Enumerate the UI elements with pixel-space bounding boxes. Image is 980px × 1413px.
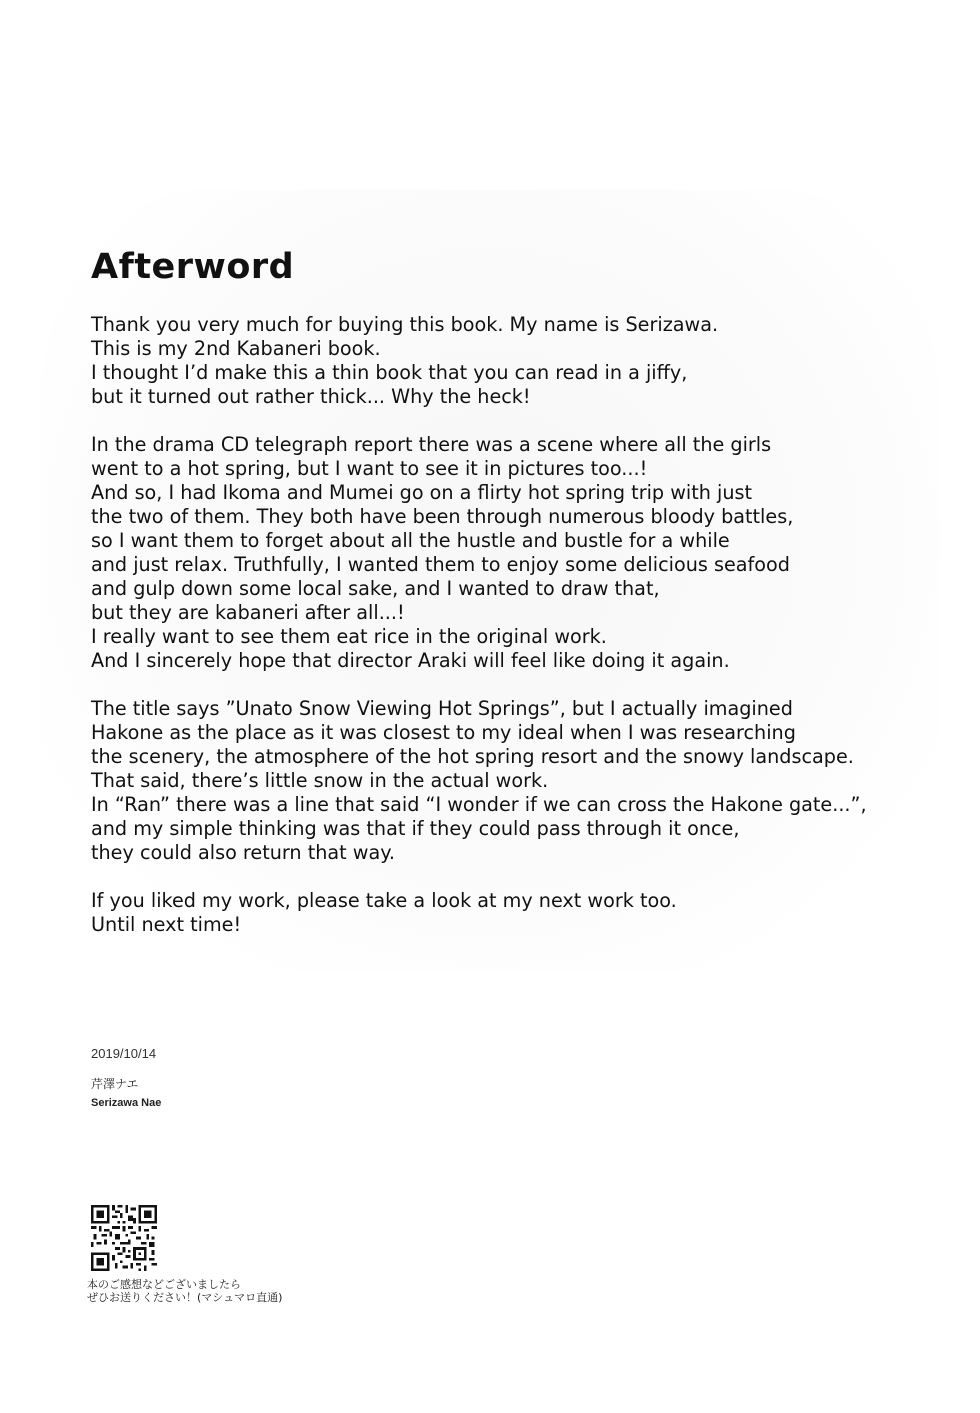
text-line: went to a hot spring, but I want to see it in pictures too...! — [91, 457, 648, 480]
page-title: Afterword — [91, 247, 295, 287]
text-line: and just relax. Truthfully, I wanted them to enjoy some delicious seafood — [91, 553, 790, 576]
text-line: the scenery, the atmosphere of the hot spring resort and the snowy landscape. — [91, 745, 854, 768]
text-line: the two of them. They both have been through numerous bloody battles, — [91, 505, 794, 528]
text-line: I thought I’d make this a thin book that you can read in a jiffy, — [91, 361, 688, 384]
text-line: I really want to see them eat rice in the original work. — [91, 625, 607, 648]
text-line: The title says ”Unato Snow Viewing Hot Springs”, but I actually imagined — [91, 697, 793, 720]
qr-caption-line: ぜひお送りください！(マシュマロ直通) — [87, 1291, 283, 1304]
afterword-body — [91, 313, 951, 961]
text-line: Until next time! — [91, 913, 242, 936]
text-line: And so, I had Ikoma and Mumei go on a flirty hot spring trip with just — [91, 481, 753, 504]
text-line: they could also return that way. — [91, 841, 395, 864]
author-name-romanized: Serizawa Nae — [91, 1097, 162, 1109]
qr-caption-line: 本のご感想などございましたら — [87, 1278, 241, 1291]
text-line: but it turned out rather thick... Why the heck! — [91, 385, 531, 408]
text-line: so I want them to forget about all the hustle and bustle for a while — [91, 529, 730, 552]
paragraph — [91, 697, 951, 865]
paragraph — [91, 433, 951, 673]
paragraph — [91, 889, 951, 937]
author-name-japanese: 芹澤ナエ — [91, 1077, 139, 1091]
qr-code-icon[interactable] — [91, 1205, 157, 1271]
text-line: and gulp down some local sake, and I wanted to draw that, — [91, 577, 660, 600]
qr-caption — [87, 1278, 282, 1304]
text-line: This is my 2nd Kabaneri book. — [91, 337, 381, 360]
text-line: but they are kabaneri after all...! — [91, 601, 405, 624]
text-line: Hakone as the place as it was closest to my ideal when I was researching — [91, 721, 796, 744]
text-line: That said, there’s little snow in the actual work. — [91, 769, 549, 792]
signature-date: 2019/10/14 — [91, 1046, 157, 1061]
paragraph — [91, 313, 951, 409]
text-line: In the drama CD telegraph report there was a scene where all the girls — [91, 433, 772, 456]
text-line: and my simple thinking was that if they could pass through it once, — [91, 817, 740, 840]
text-line: If you liked my work, please take a look at my next work too. — [91, 889, 677, 912]
text-line: And I sincerely hope that director Araki will feel like doing it again. — [91, 649, 730, 672]
text-line: Thank you very much for buying this book. My name is Serizawa. — [91, 313, 719, 336]
text-line: In “Ran” there was a line that said “I wonder if we can cross the Hakone gate...”, — [91, 793, 867, 816]
